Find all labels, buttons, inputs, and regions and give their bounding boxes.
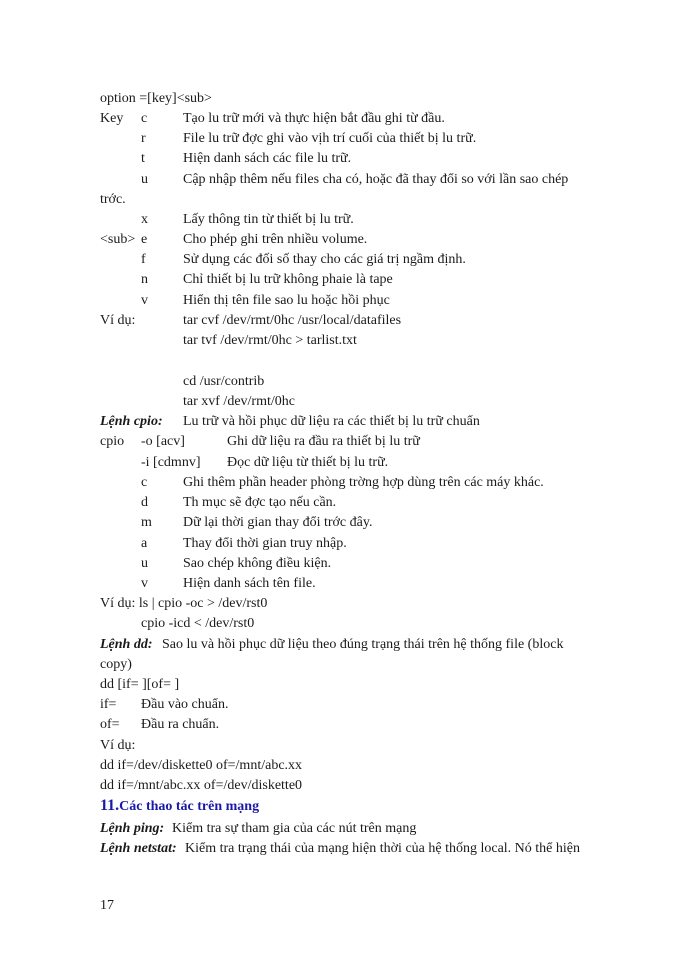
- section-number: 11.: [100, 797, 120, 814]
- tar-option-key: x: [141, 212, 148, 227]
- tar-example-command: tar cvf /dev/rmt/0hc /usr/local/datafiles: [183, 313, 402, 328]
- tar-example-command: cd /usr/contrib: [183, 374, 265, 389]
- cpio-command: cpio: [100, 434, 125, 449]
- dd-of-desc: Đầu ra chuẩn.: [141, 717, 220, 732]
- tar-example-label: Ví dụ:: [100, 313, 136, 328]
- tar-option-key: t: [141, 151, 145, 166]
- tar-key-label: Key: [100, 111, 124, 126]
- tar-option-desc: Cập nhập thêm nếu files cha có, hoặc đã thay đổi so với lần sao chép: [183, 172, 569, 187]
- cpio-option-key: d: [141, 495, 148, 510]
- cpio-title: Lệnh cpio:: [100, 414, 163, 429]
- tar-option-desc: Lấy thông tin từ thiết bị lu trữ.: [183, 212, 354, 227]
- dd-title-desc: Sao lu và hồi phục dữ liệu theo đúng trạng thái trên hệ thống file (block: [162, 637, 564, 652]
- cpio-title-desc: Lu trữ và hồi phục dữ liệu ra các thiết bị lu trữ chuẩn: [183, 414, 480, 429]
- tar-option-key: u: [141, 172, 148, 187]
- tar-option-desc: Cho phép ghi trên nhiều volume.: [183, 232, 368, 247]
- dd-example-label: Ví dụ:: [100, 738, 136, 753]
- tar-option-desc: File lu trữ đợc ghi vào vịh trí cuối của thiết bị lu trữ.: [183, 131, 477, 146]
- cpio-option-i-desc: Đọc dữ liệu từ thiết bị lu trữ.: [227, 455, 389, 470]
- cpio-option-desc: Dữ lại thời gian thay đổi trớc đây.: [183, 515, 373, 530]
- tar-option-desc: Tạo lu trữ mới và thực hiện bắt đầu ghi từ đầu.: [183, 111, 445, 126]
- dd-if-desc: Đầu vào chuẩn.: [141, 697, 229, 712]
- tar-option-key: r: [141, 131, 146, 146]
- section-title: Các thao tác trên mạng: [119, 799, 260, 814]
- cpio-option-desc: Sao chép không điều kiện.: [183, 556, 332, 571]
- dd-example-command: dd if=/mnt/abc.xx of=/dev/diskette0: [100, 778, 303, 793]
- tar-option-key: v: [141, 293, 148, 308]
- dd-if-label: if=: [100, 697, 117, 712]
- netstat-title: Lệnh netstat:: [100, 841, 177, 856]
- ping-desc: Kiểm tra sự tham gia của các nút trên mạng: [172, 821, 417, 836]
- tar-desc-continuation: trớc.: [100, 192, 126, 207]
- dd-of-label: of=: [100, 717, 120, 732]
- cpio-option-key: v: [141, 576, 148, 591]
- netstat-desc: Kiểm tra trạng thái của mạng hiện thời của hệ thống local. Nó thể hiện: [185, 841, 581, 856]
- page-number: 17: [100, 898, 114, 913]
- cpio-option-o-desc: Ghi dữ liệu ra đầu ra thiết bị lu trữ: [227, 434, 420, 449]
- cpio-option-o: -o [acv]: [141, 434, 185, 449]
- cpio-example-line: Ví dụ: ls | cpio -oc > /dev/rst0: [100, 596, 268, 611]
- cpio-option-desc: Ghi thêm phần header phòng trờng hợp dùng trên các máy khác.: [183, 475, 544, 490]
- cpio-option-desc: Thay đổi thời gian truy nhập.: [183, 536, 347, 551]
- dd-syntax: dd [if= ][of= ]: [100, 677, 180, 692]
- tar-option-key: n: [141, 272, 148, 287]
- tar-option-desc: Sử dụng các đối số thay cho các giá trị ngầm định.: [183, 252, 466, 267]
- tar-option-desc: Hiện danh sách các file lu trữ.: [183, 151, 352, 166]
- section-heading: [100, 797, 259, 816]
- tar-example-command: tar tvf /dev/rmt/0hc > tarlist.txt: [183, 333, 357, 348]
- cpio-option-i: -i [cdmnv]: [141, 455, 201, 470]
- cpio-option-desc: Th mục sẽ đợc tạo nếu cần.: [183, 495, 337, 510]
- cpio-option-key: u: [141, 556, 148, 571]
- dd-example-command: dd if=/dev/diskette0 of=/mnt/abc.xx: [100, 758, 303, 773]
- cpio-option-key: m: [141, 515, 152, 530]
- tar-option-desc: Hiển thị tên file sao lu hoặc hồi phục: [183, 293, 390, 308]
- dd-title-continuation: copy): [100, 657, 132, 672]
- cpio-option-key: a: [141, 536, 148, 551]
- tar-option-key: e: [141, 232, 148, 247]
- dd-title: Lệnh dd:: [100, 637, 153, 652]
- tar-sub-label: <sub>: [100, 232, 136, 247]
- cpio-option-desc: Hiện danh sách tên file.: [183, 576, 316, 591]
- tar-option-key: f: [141, 252, 146, 267]
- tar-option-desc: Chỉ thiết bị lu trữ không phaie là tape: [183, 272, 393, 287]
- tar-option-key: c: [141, 111, 148, 126]
- ping-title: Lệnh ping:: [100, 821, 165, 836]
- cpio-example-line: cpio -icd < /dev/rst0: [141, 616, 255, 631]
- cpio-option-key: c: [141, 475, 148, 490]
- option-syntax-line: option =[key]<sub>: [100, 91, 212, 106]
- tar-example-command: tar xvf /dev/rmt/0hc: [183, 394, 295, 409]
